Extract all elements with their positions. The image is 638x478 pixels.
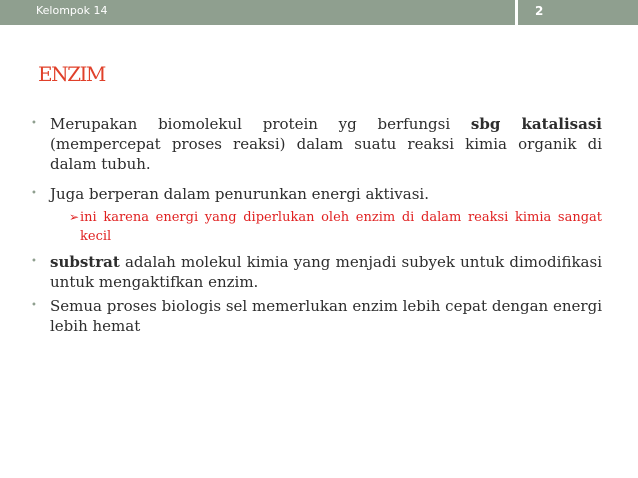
bullet-bold-text: sbg katalisasi (470, 115, 602, 133)
bullet-icon: • (31, 300, 37, 311)
bullet-item (31, 114, 602, 174)
bullet-icon: • (31, 188, 37, 199)
bullet-bold-text: substrat (50, 253, 120, 271)
bullet-item (31, 252, 602, 292)
sub-bullet-item (69, 208, 602, 246)
bullet-item (31, 184, 602, 204)
bullet-text: Semua proses biologis sel memerlukan enzim lebih cepat dengan energi lebih hemat (50, 297, 602, 335)
slide-title: ENZIM (38, 62, 105, 86)
page-number: 2 (535, 4, 544, 18)
bullet-text: Merupakan biomolekul protein yg berfungsi (50, 115, 471, 133)
header-title: Kelompok 14 (36, 4, 108, 17)
bullet-text: Juga berperan dalam penurunkan energi aktivasi. (50, 185, 429, 203)
sub-bullet-text: ini karena energi yang diperlukan oleh enzim di dalam reaksi kimia sangat kecil (80, 210, 602, 244)
arrow-bullet-icon: ➢ (69, 210, 80, 224)
slide-body (31, 114, 602, 336)
bullet-icon: • (31, 118, 37, 129)
header-bar (0, 0, 638, 25)
bullet-icon: • (31, 256, 37, 267)
bullet-text: adalah molekul kimia yang menjadi subyek untuk dimodifikasi untuk mengaktifkan enzim. (50, 253, 602, 291)
bullet-item (31, 296, 602, 336)
bullet-text: (mempercepat proses reaksi) dalam suatu reaksi kimia organik di dalam tubuh. (50, 135, 602, 173)
header-divider (515, 0, 518, 25)
